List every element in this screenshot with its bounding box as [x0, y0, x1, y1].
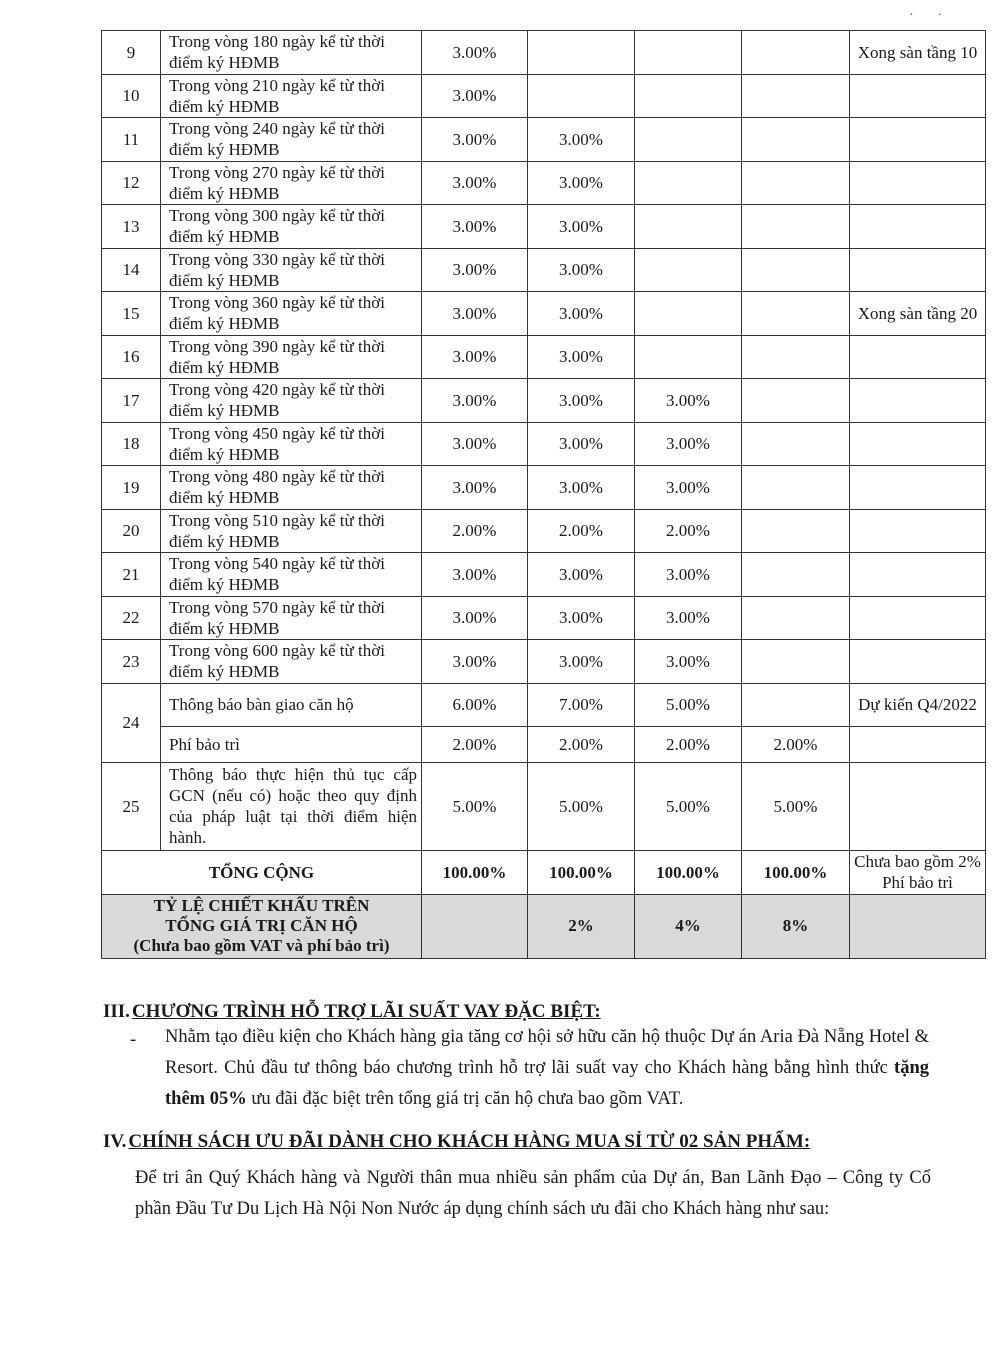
discount-value-2: 2%	[528, 894, 635, 958]
table-row	[102, 31, 986, 75]
row-description: Trong vòng 420 ngày kể từ thời điểm ký HĐMB	[161, 379, 422, 423]
row-value-2: 7.00%	[528, 683, 635, 726]
row-value-3: 2.00%	[635, 726, 742, 762]
row-value-4	[742, 74, 850, 118]
discount-label	[102, 894, 422, 958]
row-note	[850, 466, 986, 510]
row-value-4	[742, 466, 850, 510]
section-4-number: IV.	[103, 1131, 127, 1152]
row-value-3: 3.00%	[635, 553, 742, 597]
table-row	[102, 74, 986, 118]
row-value-2: 3.00%	[528, 466, 635, 510]
row-value-4	[742, 596, 850, 640]
row-description: Trong vòng 240 ngày kể từ thời điểm ký HĐMB	[161, 118, 422, 162]
row-value-1: 6.00%	[422, 683, 528, 726]
table-row	[102, 509, 986, 553]
row-value-2: 3.00%	[528, 422, 635, 466]
row-value-1: 3.00%	[422, 292, 528, 336]
row-value-2: 3.00%	[528, 118, 635, 162]
row-value-2: 2.00%	[528, 509, 635, 553]
section-3-number: III.	[103, 1001, 130, 1022]
row-number: 21	[102, 553, 161, 597]
row-number: 20	[102, 509, 161, 553]
row-value-1: 3.00%	[422, 466, 528, 510]
payment-schedule-table	[101, 30, 986, 959]
row-value-2: 3.00%	[528, 205, 635, 249]
row-description: Trong vòng 270 ngày kể từ thời điểm ký HĐMB	[161, 161, 422, 205]
table-row	[102, 466, 986, 510]
row-number: 18	[102, 422, 161, 466]
row-value-3	[635, 292, 742, 336]
discount-row	[102, 894, 986, 958]
section-3-text-b: ưu đãi đặc biệt trên tổng giá trị căn hộ chưa bao gồm VAT.	[246, 1089, 684, 1109]
row-description: Trong vòng 510 ngày kể từ thời điểm ký HĐMB	[161, 509, 422, 553]
row-description: Trong vòng 570 ngày kể từ thời điểm ký HĐMB	[161, 596, 422, 640]
row-number: 17	[102, 379, 161, 423]
row-value-3	[635, 74, 742, 118]
row-value-3: 5.00%	[635, 683, 742, 726]
row-value-2: 3.00%	[528, 335, 635, 379]
section-4-heading	[103, 1131, 810, 1153]
discount-note	[850, 894, 986, 958]
row-note	[850, 726, 986, 762]
total-value-4: 100.00%	[742, 850, 850, 894]
row-value-1: 3.00%	[422, 161, 528, 205]
row-description: Thông báo bàn giao căn hộ	[161, 683, 422, 726]
row-value-4	[742, 422, 850, 466]
section-4-paragraph: Để tri ân Quý Khách hàng và Người thân mua nhiều sản phẩm của Dự án, Ban Lãnh Đạo – Công ty Cổ phần Đầu Tư Du Lịch Hà Nội Non Nước áp dụng chính sách ưu đãi cho Khách hàng như sau:	[135, 1168, 931, 1219]
row-description: Trong vòng 330 ngày kể từ thời điểm ký HĐMB	[161, 248, 422, 292]
row-value-1: 3.00%	[422, 118, 528, 162]
section-4-title: CHÍNH SÁCH ƯU ĐÃI DÀNH CHO KHÁCH HÀNG MUA SỈ TỪ 02 SẢN PHẨM:	[128, 1131, 811, 1152]
row-value-4	[742, 205, 850, 249]
row-value-1: 3.00%	[422, 31, 528, 75]
section-3-text-a: Nhằm tạo điều kiện cho Khách hàng gia tăng cơ hội sở hữu căn hộ thuộc Dự án Aria Đà Nẵng Hotel & Resort. Chủ đầu tư thông báo chương trình hỗ trợ lãi suất vay cho Khách hàng bằng hình thức	[165, 1027, 929, 1078]
section-3-bullet: -	[130, 1030, 137, 1050]
row-value-1: 2.00%	[422, 726, 528, 762]
row-value-2	[528, 74, 635, 118]
row-description: Trong vòng 450 ngày kể từ thời điểm ký HĐMB	[161, 422, 422, 466]
row-value-1: 2.00%	[422, 509, 528, 553]
row-value-3	[635, 161, 742, 205]
discount-label-line: TỔNG GIÁ TRỊ CĂN HỘ	[165, 916, 358, 935]
row-note	[850, 596, 986, 640]
row-number: 10	[102, 74, 161, 118]
section-3-paragraph	[165, 1022, 929, 1115]
row-number: 22	[102, 596, 161, 640]
row-description: Trong vòng 300 ngày kể từ thời điểm ký HĐMB	[161, 205, 422, 249]
row-note: Xong sàn tầng 20	[850, 292, 986, 336]
discount-value-3: 4%	[635, 894, 742, 958]
row-number: 25	[102, 762, 161, 850]
row-value-3: 3.00%	[635, 379, 742, 423]
total-note: Chưa bao gồm 2% Phí bảo trì	[850, 850, 986, 894]
row-note: Xong sàn tầng 10	[850, 31, 986, 75]
row-number: 9	[102, 31, 161, 75]
total-value-3: 100.00%	[635, 850, 742, 894]
row-description: Trong vòng 480 ngày kể từ thời điểm ký HĐMB	[161, 466, 422, 510]
row-value-3: 3.00%	[635, 596, 742, 640]
row-note	[850, 379, 986, 423]
table-row	[102, 553, 986, 597]
row-value-2: 2.00%	[528, 726, 635, 762]
row-note	[850, 205, 986, 249]
row-value-1: 3.00%	[422, 379, 528, 423]
discount-label-line: (Chưa bao gồm VAT và phí bảo trì)	[133, 936, 390, 955]
row-number: 14	[102, 248, 161, 292]
row-number: 12	[102, 161, 161, 205]
row-description: Trong vòng 360 ngày kể từ thời điểm ký HĐMB	[161, 292, 422, 336]
table-row	[102, 762, 986, 850]
row-note	[850, 161, 986, 205]
row-description: Trong vòng 540 ngày kể từ thời điểm ký HĐMB	[161, 553, 422, 597]
row-value-4	[742, 161, 850, 205]
row-value-4: 2.00%	[742, 726, 850, 762]
row-note	[850, 762, 986, 850]
row-value-2	[528, 31, 635, 75]
row-value-3	[635, 118, 742, 162]
row-note	[850, 509, 986, 553]
row-value-1: 3.00%	[422, 596, 528, 640]
row-value-1: 3.00%	[422, 335, 528, 379]
row-value-3	[635, 335, 742, 379]
row-value-1: 3.00%	[422, 640, 528, 684]
row-number: 16	[102, 335, 161, 379]
row-value-4	[742, 292, 850, 336]
row-value-3	[635, 205, 742, 249]
row-value-2: 3.00%	[528, 161, 635, 205]
row-value-1: 3.00%	[422, 553, 528, 597]
row-value-4	[742, 683, 850, 726]
row-value-3	[635, 31, 742, 75]
row-number: 15	[102, 292, 161, 336]
row-value-3	[635, 248, 742, 292]
table-row	[102, 596, 986, 640]
table-row	[102, 205, 986, 249]
table-row	[102, 118, 986, 162]
row-description: Trong vòng 180 ngày kể từ thời điểm ký HĐMB	[161, 31, 422, 75]
row-note	[850, 118, 986, 162]
row-value-2: 3.00%	[528, 640, 635, 684]
section-3-heading	[103, 1001, 601, 1023]
row-value-1: 3.00%	[422, 205, 528, 249]
row-value-4	[742, 335, 850, 379]
row-description: Thông báo thực hiện thủ tục cấp GCN (nếu có) hoặc theo quy định của pháp luật tại thời điểm hiện hành.	[161, 762, 422, 850]
section-3-text-bold: tặng thêm 05%	[165, 1058, 929, 1109]
discount-value-1	[422, 894, 528, 958]
table-row	[102, 161, 986, 205]
row-value-3: 3.00%	[635, 422, 742, 466]
row-value-1: 3.00%	[422, 422, 528, 466]
row-note	[850, 640, 986, 684]
discount-value-4: 8%	[742, 894, 850, 958]
table-row	[102, 422, 986, 466]
table-row	[102, 248, 986, 292]
section-3-title: CHƯƠNG TRÌNH HỖ TRỢ LÃI SUẤT VAY ĐẶC BIỆT:	[131, 1001, 601, 1022]
row-value-3: 3.00%	[635, 466, 742, 510]
row-value-2: 5.00%	[528, 762, 635, 850]
row-value-4	[742, 118, 850, 162]
row-value-2: 3.00%	[528, 248, 635, 292]
row-note: Dự kiến Q4/2022	[850, 683, 986, 726]
row-value-4: 5.00%	[742, 762, 850, 850]
row-value-1: 5.00%	[422, 762, 528, 850]
row-description: Trong vòng 210 ngày kể từ thời điểm ký HĐMB	[161, 74, 422, 118]
row-value-2: 3.00%	[528, 292, 635, 336]
row-value-1: 3.00%	[422, 248, 528, 292]
row-value-3: 5.00%	[635, 762, 742, 850]
row-value-2: 3.00%	[528, 596, 635, 640]
scan-mark: · ·	[909, 8, 952, 23]
total-label: TỔNG CỘNG	[102, 850, 422, 894]
row-number: 11	[102, 118, 161, 162]
row-description: Trong vòng 390 ngày kể từ thời điểm ký HĐMB	[161, 335, 422, 379]
row-value-4	[742, 31, 850, 75]
row-value-4	[742, 509, 850, 553]
row-note	[850, 335, 986, 379]
row-number: 24	[102, 683, 161, 762]
table-row	[102, 726, 986, 762]
table-row	[102, 683, 986, 726]
row-number: 23	[102, 640, 161, 684]
row-value-4	[742, 553, 850, 597]
row-value-2: 3.00%	[528, 379, 635, 423]
total-value-2: 100.00%	[528, 850, 635, 894]
row-value-3: 2.00%	[635, 509, 742, 553]
row-number: 13	[102, 205, 161, 249]
row-value-4	[742, 379, 850, 423]
discount-label-line: TỶ LỆ CHIẾT KHẤU TRÊN	[153, 896, 370, 915]
row-value-2: 3.00%	[528, 553, 635, 597]
table-row	[102, 379, 986, 423]
row-number: 19	[102, 466, 161, 510]
total-value-1: 100.00%	[422, 850, 528, 894]
table-row	[102, 335, 986, 379]
row-value-3: 3.00%	[635, 640, 742, 684]
row-note	[850, 248, 986, 292]
row-description: Phí bảo trì	[161, 726, 422, 762]
row-note	[850, 74, 986, 118]
row-value-4	[742, 640, 850, 684]
table-row	[102, 292, 986, 336]
row-value-1: 3.00%	[422, 74, 528, 118]
total-row	[102, 850, 986, 894]
row-description: Trong vòng 600 ngày kể từ thời điểm ký HĐMB	[161, 640, 422, 684]
row-value-4	[742, 248, 850, 292]
row-note	[850, 553, 986, 597]
table-row	[102, 640, 986, 684]
row-note	[850, 422, 986, 466]
